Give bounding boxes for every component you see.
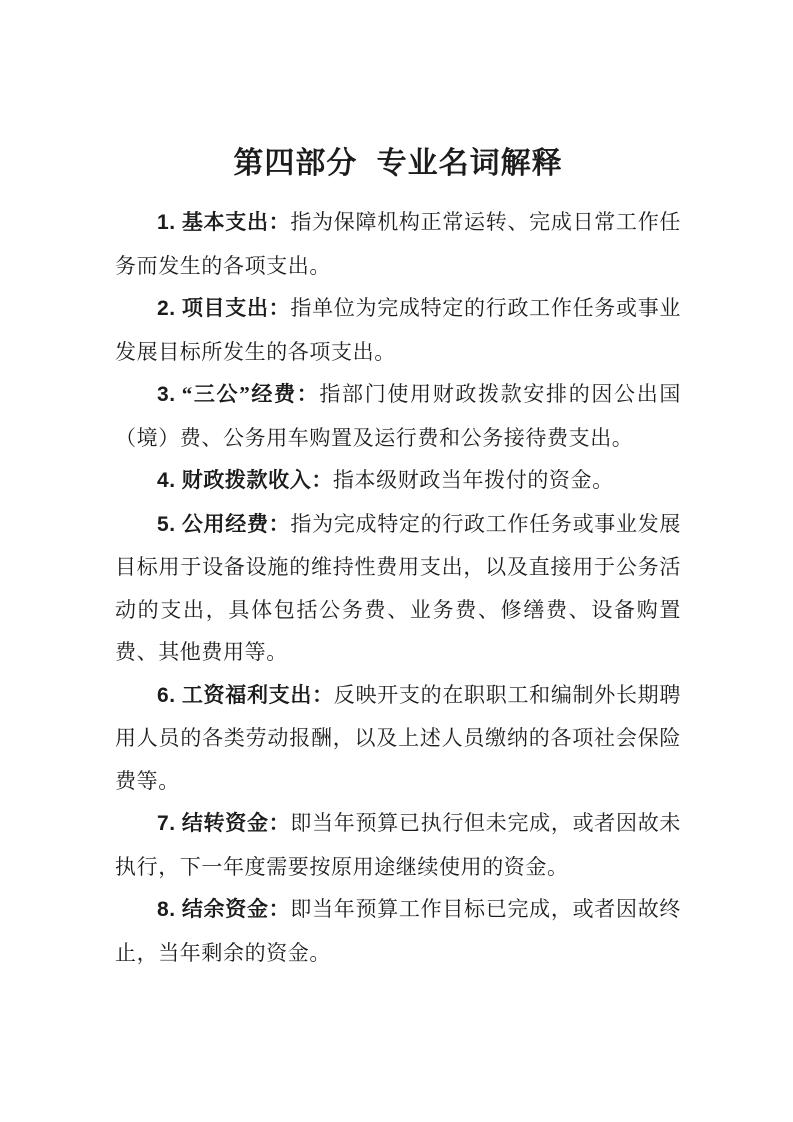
- item-number: 7.: [157, 812, 176, 835]
- item-number: 2.: [157, 297, 176, 320]
- item-number: 3.: [157, 383, 176, 406]
- item-term: “三公”经费：: [181, 382, 320, 406]
- item-number: 8.: [157, 898, 176, 921]
- item-term: 项目支出：: [181, 296, 291, 320]
- item-term: 财政拨款收入：: [181, 468, 333, 492]
- item-definition: 指为保障机构正常运转、完成日常工作任务而发生的各项支出。: [115, 210, 681, 278]
- item-term: 结转资金：: [181, 811, 291, 835]
- item-number: 5.: [157, 512, 176, 536]
- item-definition: 反映开支的在职职工和编制外长期聘用人员的各类劳动报酬，以及上述人员缴纳的各项社会保险费等。: [115, 682, 681, 793]
- definition-item-8: [115, 888, 681, 974]
- item-number: 1.: [157, 211, 176, 234]
- page-title: 第四部分 专业名词解释: [233, 147, 563, 180]
- item-number: 6.: [157, 683, 176, 707]
- definition-item-7: [115, 802, 681, 888]
- document-content: [115, 145, 681, 974]
- item-term: 基本支出：: [181, 210, 291, 234]
- definition-item-2: [115, 287, 681, 373]
- definition-item-1: [115, 201, 681, 287]
- item-definition: 即当年预算已执行但未完成，或者因故未执行，下一年度需要按原用途继续使用的资金。: [115, 811, 681, 879]
- definition-item-6: [115, 674, 681, 803]
- definition-item-3: [115, 373, 681, 459]
- item-definition: 指部门使用财政拨款安排的因公出国（境）费、公务用车购置及运行费和公务接待费支出。: [115, 382, 681, 450]
- item-term: 公用经费：: [181, 511, 291, 536]
- item-number: 4.: [157, 469, 176, 492]
- item-definition: 指单位为完成特定的行政工作任务或事业发展目标所发生的各项支出。: [115, 296, 681, 364]
- definition-item-5: [115, 503, 681, 674]
- item-term: 工资福利支出：: [181, 682, 334, 707]
- item-definition: 即当年预算工作目标已完成，或者因故终止，当年剩余的资金。: [115, 897, 681, 965]
- definition-item-4: [115, 459, 681, 503]
- item-term: 结余资金：: [181, 897, 291, 921]
- item-definition: 指本级财政当年拨付的资金。: [332, 468, 614, 492]
- item-definition: 指为完成特定的行政工作任务或事业发展目标用于设备设施的维持性费用支出，以及直接用于公务活动的支出，具体包括公务费、业务费、修缮费、设备购置费、其他费用等。: [115, 511, 681, 664]
